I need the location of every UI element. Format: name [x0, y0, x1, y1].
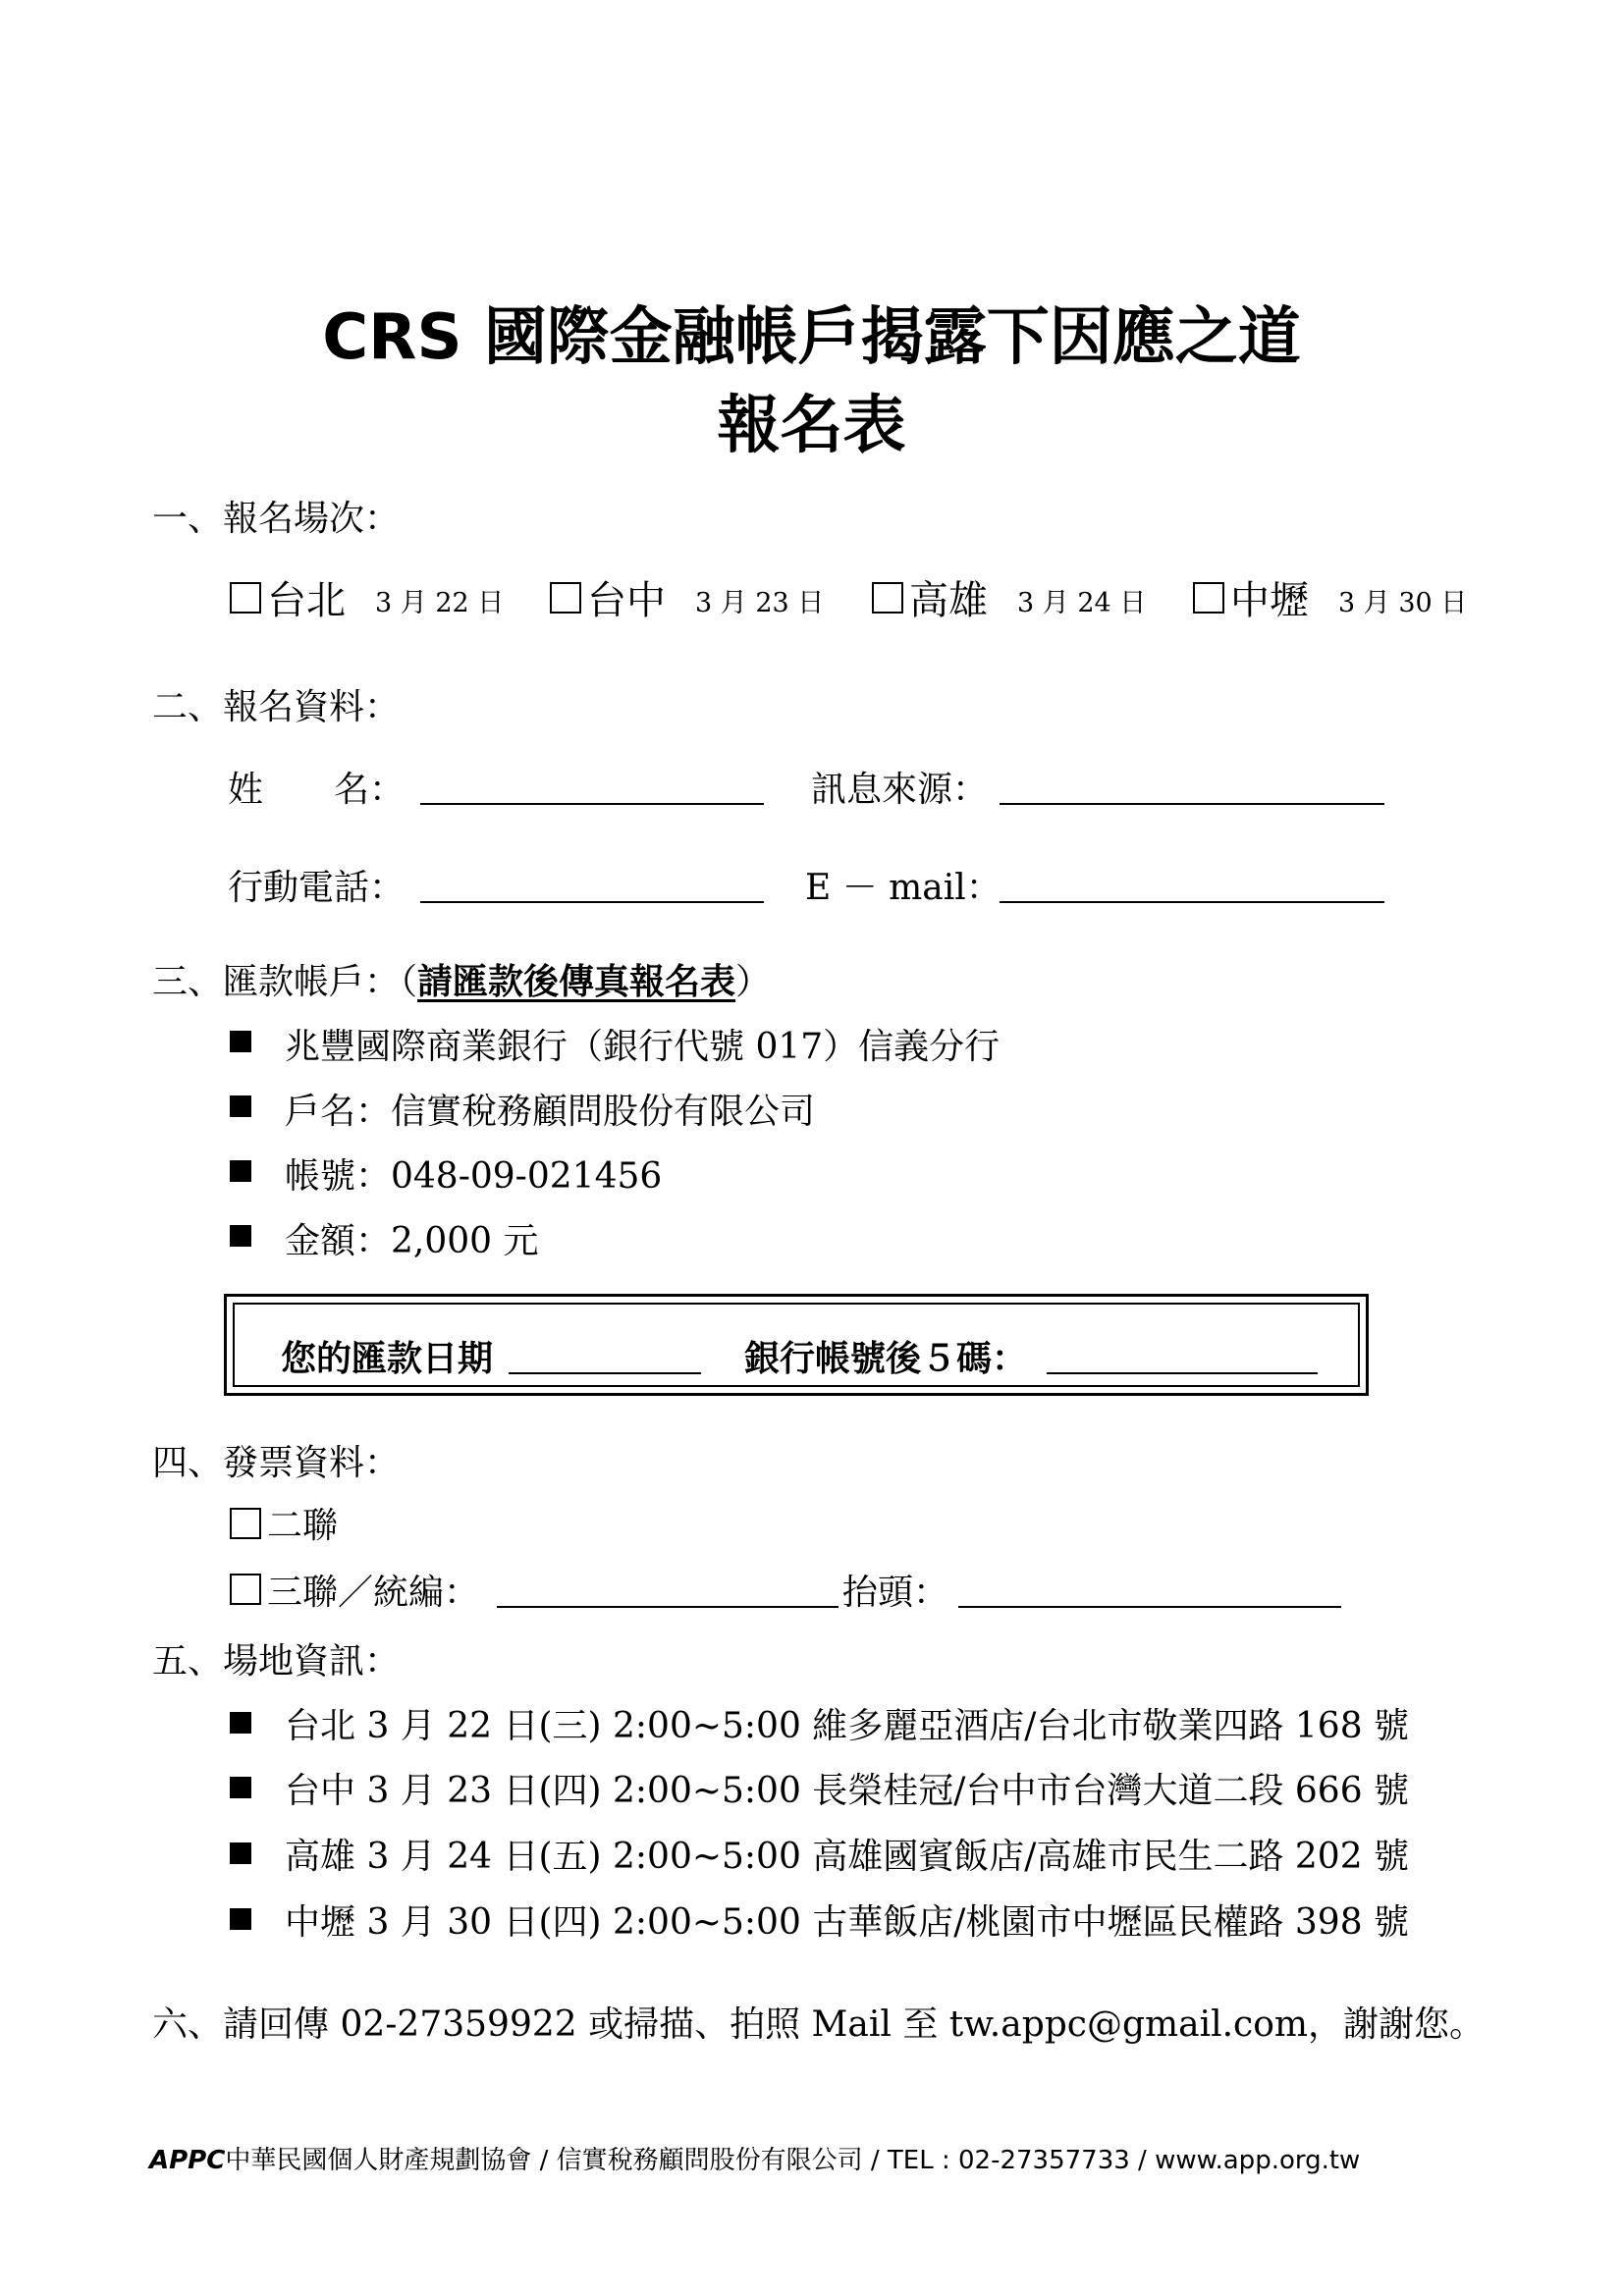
- invoice-header-line[interactable]: [958, 1606, 1341, 1608]
- checkbox-triplicate-invoice[interactable]: [230, 1574, 261, 1605]
- venue-kaohsiung: 高雄 3 月 24 日(五) 2:00~5:00 高雄國賓飯店/高雄市民生二路 202 號: [285, 1837, 1410, 1877]
- checkbox-kaohsiung[interactable]: [872, 582, 903, 614]
- remit-date-label: 您的匯款日期: [281, 1339, 494, 1379]
- phone-field-line[interactable]: [420, 901, 764, 903]
- page-subtitle: 報名表: [717, 390, 906, 462]
- section-1-heading: 一、報名場次：: [152, 499, 401, 539]
- checkbox-taichung[interactable]: [550, 582, 581, 614]
- option-date-taichung: 3 月 23 日: [695, 588, 825, 618]
- option-date-kaohsiung: 3 月 24 日: [1017, 588, 1147, 618]
- duplicate-invoice-label: 二聯: [267, 1506, 339, 1546]
- triplicate-invoice-label: 三聯／統編：: [267, 1573, 480, 1613]
- section-6-contact: 六、請回傳 02-27359922 或掃描、拍照 Mail 至 tw.appc@gmail.com，謝謝您。: [152, 2004, 1486, 2045]
- section-5-heading: 五、場地資訊：: [152, 1641, 401, 1682]
- bullet-icon: [230, 1225, 251, 1247]
- section-3-heading-prefix: 三、匯款帳戶：（: [152, 962, 418, 1002]
- option-city-taipei: 台北: [267, 578, 346, 623]
- section-4-heading: 四、發票資料：: [152, 1443, 401, 1483]
- venue-taipei: 台北 3 月 22 日(三) 2:00~5:00 維多麗亞酒店/台北市敬業四路 168 號: [285, 1706, 1410, 1746]
- footer-text: 中華民國個人財產規劃協會 / 信實稅務顧問股份有限公司 / TEL : 02-27357733 / www.app.org.tw: [225, 2146, 1361, 2175]
- source-field-line[interactable]: [1000, 803, 1384, 805]
- venue-taichung: 台中 3 月 23 日(四) 2:00~5:00 長榮桂冠/台中市台灣大道二段 666 號: [285, 1771, 1410, 1811]
- section-2-heading: 二、報名資料：: [152, 687, 401, 727]
- bullet-icon: [230, 1095, 251, 1117]
- checkbox-duplicate-invoice[interactable]: [230, 1508, 261, 1539]
- checkbox-taipei[interactable]: [230, 582, 261, 614]
- tax-id-line[interactable]: [497, 1606, 839, 1608]
- email-label: E － mail：: [805, 868, 1001, 908]
- section-3-heading: [152, 954, 771, 1004]
- section-3-note: 請匯款後傳真報名表: [417, 962, 736, 1002]
- footer-brand-logo: APPC: [149, 2146, 226, 2175]
- option-city-zhongli: 中壢: [1230, 578, 1309, 623]
- name-label: 姓 名：: [228, 770, 406, 810]
- bullet-icon: [230, 1777, 251, 1798]
- bullet-icon: [230, 1908, 251, 1930]
- phone-label: 行動電話：: [228, 868, 406, 908]
- account-last5-label: 銀行帳號後５碼：: [744, 1339, 1028, 1379]
- bullet-icon: [230, 1712, 251, 1734]
- account-holder: 戶名：信實稅務顧問股份有限公司: [285, 1092, 816, 1132]
- account-last5-line[interactable]: [1047, 1372, 1318, 1374]
- account-number: 帳號：048-09-021456: [285, 1156, 663, 1197]
- email-field-line[interactable]: [1000, 901, 1384, 903]
- amount: 金額：2,000 元: [285, 1221, 539, 1261]
- remit-date-line[interactable]: [509, 1372, 701, 1374]
- bullet-icon: [230, 1031, 251, 1052]
- source-label: 訊息來源：: [811, 770, 989, 810]
- section-3-heading-suffix: ）: [735, 962, 772, 1002]
- option-date-taipei: 3 月 22 日: [375, 588, 505, 618]
- bank-info: 兆豐國際商業銀行（銀行代號 017）信義分行: [285, 1027, 1001, 1067]
- footer: [149, 2140, 1360, 2176]
- name-field-line[interactable]: [420, 803, 764, 805]
- bullet-icon: [230, 1842, 251, 1864]
- page-title: CRS 國際金融帳戶揭露下因應之道: [322, 301, 1301, 374]
- venue-zhongli: 中壢 3 月 30 日(四) 2:00~5:00 古華飯店/桃園市中壢區民權路 398 號: [285, 1902, 1410, 1943]
- option-date-zhongli: 3 月 30 日: [1338, 588, 1468, 618]
- option-city-kaohsiung: 高雄: [909, 578, 988, 623]
- bullet-icon: [230, 1160, 251, 1182]
- checkbox-zhongli[interactable]: [1193, 582, 1224, 614]
- invoice-header-label: 抬頭：: [842, 1573, 949, 1613]
- option-city-taichung: 台中: [587, 578, 666, 623]
